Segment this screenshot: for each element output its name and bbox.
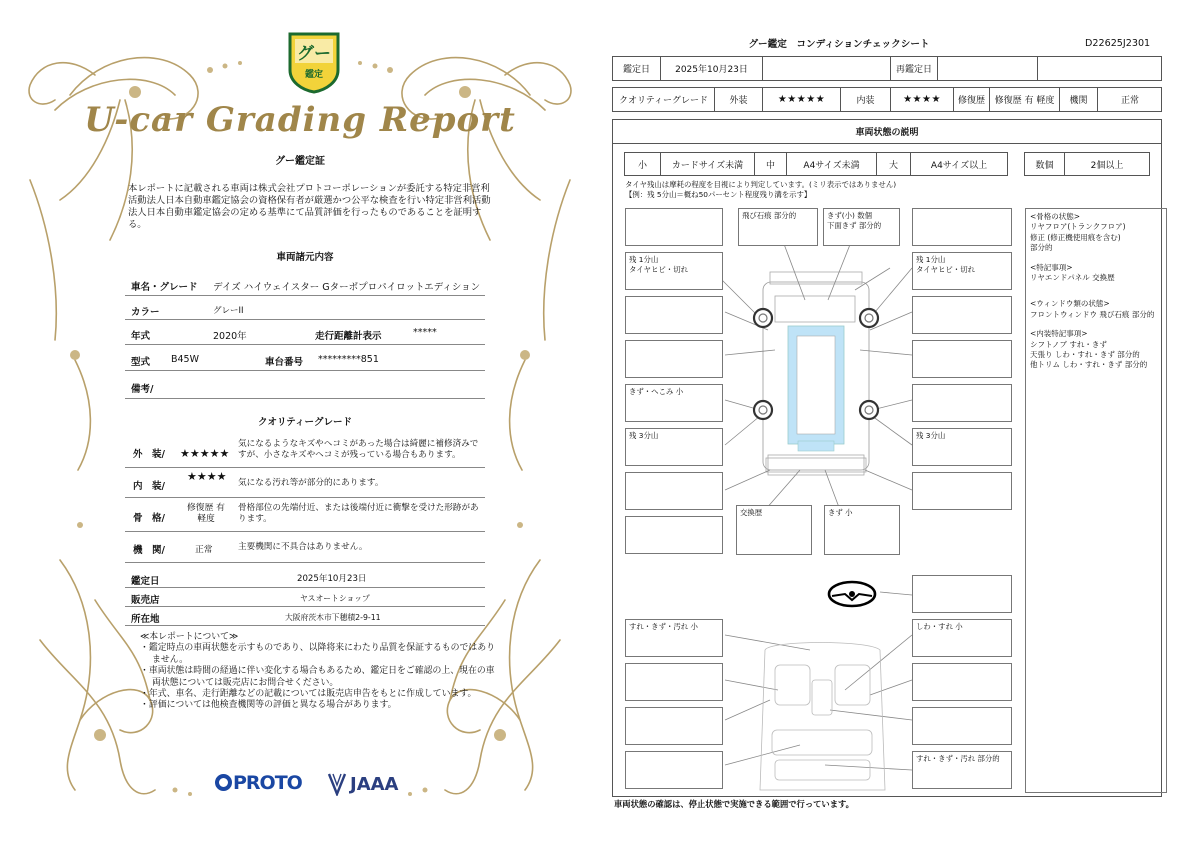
- note-item: ・評価については他検査機関等の評価と異なる場合があります。: [140, 700, 397, 711]
- spec-row-model: [125, 345, 485, 371]
- goo-appraisal-badge: [286, 30, 342, 94]
- name-value: デイズ ハイウェイスター Gターボプロパイロットエディション: [213, 282, 481, 293]
- name-label: 車名・グレード: [131, 282, 198, 293]
- callout-box: [912, 575, 1012, 613]
- shop-row: [125, 588, 485, 607]
- spec-row-color: [125, 296, 485, 320]
- callout-box: [625, 296, 723, 334]
- exterior-label: 外装: [715, 88, 763, 111]
- badge-top-text: グー: [297, 44, 331, 64]
- chassis-label: 車台番号: [265, 357, 304, 368]
- quality-row-interior: [125, 468, 485, 498]
- size-large: 大: [877, 153, 911, 175]
- size-small: 小: [625, 153, 661, 175]
- repair-label: 修復歴: [954, 88, 990, 111]
- interior-diagram: [760, 643, 885, 791]
- callout-bottom-2: きず 小: [824, 505, 900, 555]
- callout-box: [625, 340, 723, 378]
- size-large-desc: A4サイズ以上: [930, 160, 988, 171]
- spec-section-title: 車両諸元内容: [276, 252, 334, 263]
- sheet-title: グー鑑定 コンディションチェックシート: [748, 39, 930, 50]
- exterior-desc: 気になるようなキズやヘコミがあった場合は綺麗に補修済みですが、小さなキズやヘコミが残っている場合もあります。: [238, 439, 479, 460]
- year-value: 2020年: [213, 331, 247, 342]
- condition-legend: [1025, 208, 1167, 793]
- callout-top-1: 飛び石痕 部分的: [738, 208, 818, 246]
- engine-value: 正常: [1120, 96, 1139, 106]
- engine-value: 正常: [195, 545, 213, 555]
- legend-window: [1030, 299, 1162, 320]
- report-heading: U-car Grading Report: [84, 100, 516, 140]
- legend-line: リヤエンドパネル 交換歴: [1030, 272, 1115, 282]
- quality-row-frame: [125, 498, 485, 532]
- condition-check-sheet: [600, 0, 1200, 848]
- legend-frame: [1030, 212, 1162, 253]
- legend-line: シフトノブ すれ・きず: [1030, 339, 1107, 349]
- state-title: 車両状態の説明: [613, 120, 1161, 144]
- frame-label: 骨 格/: [133, 513, 165, 524]
- callout-bottom-1: 交換歴: [736, 505, 812, 555]
- legend-line: 他トリム しわ・すれ・きず 部分的: [1030, 360, 1148, 370]
- exterior-stars: ★★★★★: [180, 447, 230, 460]
- callout-box: [912, 707, 1012, 745]
- count-label: 数個: [1025, 153, 1065, 175]
- certificate-title: グー鑑定証: [275, 156, 325, 167]
- callout-box: [625, 516, 723, 554]
- model-value: B45W: [171, 354, 199, 365]
- callout-box: [912, 384, 1012, 422]
- legend-line: 修正 (修正機使用痕を含む): [1030, 232, 1121, 242]
- year-label: 年式: [131, 331, 151, 342]
- quality-row-engine: [125, 532, 485, 563]
- quality-label: クオリティーグレード: [613, 88, 715, 111]
- callout-interior-left: すれ・きず・汚れ 小: [625, 619, 723, 657]
- callout-right-front-tire: 残 1分山 タイヤヒビ・切れ: [912, 252, 1012, 290]
- legend-line: 部分的: [1030, 242, 1053, 252]
- size-small-desc: カードサイズ未満: [661, 153, 755, 175]
- interior-stars: ★★★★: [891, 88, 954, 111]
- legend-head: <内装特記事項>: [1030, 329, 1088, 339]
- callout-box: [912, 208, 1012, 246]
- legend-interior: [1030, 329, 1162, 370]
- callout-left-mid: きず・へこみ 小: [625, 384, 723, 422]
- proto-mark-icon: [215, 774, 232, 791]
- color-label: カラー: [131, 307, 160, 318]
- address-label: 所在地: [131, 614, 160, 625]
- steering-wheel-icon: [829, 582, 875, 606]
- tire-note-line-1: タイヤ残山は摩耗の程度を目視により判定しています。(ミリ表示ではありません): [625, 180, 897, 189]
- report-notes: [140, 632, 495, 712]
- legend-line: フロントウィンドウ 飛び石痕 部分的: [1030, 309, 1155, 319]
- sheet-footer-note: 車両状態の確認は、停止状態で実施できる範囲で行っています。: [614, 799, 854, 809]
- appraisal-date-value: 2025年10月23日: [297, 574, 367, 584]
- legend-head: <特記事項>: [1030, 262, 1073, 272]
- callout-box: [912, 296, 1012, 334]
- frame-value: 修復歴 有 軽度: [187, 503, 225, 524]
- interior-label: 内装: [841, 88, 891, 111]
- appraisal-date-row: [125, 568, 485, 588]
- frame-desc: 骨格部位の先端付近、または後端付近に衝撃を受けた形跡があります。: [238, 503, 479, 524]
- size-medium-desc: A4サイズ未満: [787, 153, 877, 175]
- certificate-text: 本レポートに記載される車両は株式会社プロトコーポレーションが委託する特定非営利活動法人日本自動車鑑定協会の資格保有者が厳選かつ公平な検査を行い特定非営利活動法人日本自動車鑑定協会の定める基準にて品質評価を行ったものであることを証明する。: [128, 183, 491, 230]
- legend-line: リヤフロア(トランクフロア): [1030, 222, 1126, 232]
- callout-box: [625, 707, 723, 745]
- address-row: [125, 607, 485, 626]
- size-medium: 中: [755, 153, 787, 175]
- tire-note-line-2: 【例：残 5分山＝概ね50パーセント程度残り溝を示す】: [625, 189, 812, 199]
- callout-left-front-tire: 残 1分山 タイヤヒビ・切れ: [625, 252, 723, 290]
- note-item: ・鑑定時点の車両状態を示すものであり、以降将来にわたり品質を保証するものではありません。: [140, 643, 495, 665]
- redate-label: 再鑑定日: [891, 57, 938, 80]
- notes-title: ≪本レポートについて≫: [140, 632, 239, 642]
- proto-logo-text: PROTO: [233, 772, 302, 794]
- chassis-value: *********851: [318, 354, 379, 365]
- shop-value: ヤスオートショップ: [300, 594, 370, 603]
- engine-desc: 主要機関に不具合はありません。: [238, 542, 368, 552]
- legend-head: <ウィンドウ類の状態>: [1030, 299, 1110, 309]
- callout-interior-right: しわ・すれ 小: [912, 619, 1012, 657]
- spec-row-remarks: [125, 371, 485, 399]
- date-value: 2025年10月23日: [661, 57, 763, 80]
- mileage-label: 走行距離計表示: [315, 331, 382, 342]
- jaaa-logo-text: JAAA: [350, 774, 399, 795]
- callout-box: [625, 663, 723, 701]
- callout-box: [625, 208, 723, 246]
- quality-row-exterior: [125, 434, 485, 468]
- engine-label: 機 関/: [133, 545, 165, 556]
- note-item: ・年式、車名、走行距離などの記載については販売店申告をもとに作成しています。: [140, 689, 477, 700]
- model-label: 型式: [131, 357, 151, 368]
- shop-label: 販売店: [131, 595, 160, 606]
- address-value: 大阪府茨木市下穂積2-9-11: [285, 613, 381, 622]
- engine-label: 機関: [1060, 88, 1098, 111]
- interior-label: 内 装/: [133, 481, 165, 492]
- note-item: ・車両状態は時間の経過に伴い変化する場合もあるため、鑑定日をご確認の上、現在の車両状態については販売店にお問合せください。: [140, 666, 495, 688]
- mileage-value: *****: [413, 327, 437, 338]
- remarks-label: 備考/: [131, 384, 154, 395]
- legend-line: 天張り しわ・すれ・きず 部分的: [1030, 349, 1140, 359]
- callout-top-2: きず(小) 数個 下面きず 部分的: [823, 208, 900, 246]
- spec-row-year: [125, 320, 485, 345]
- spec-row-name: [125, 270, 485, 296]
- appraisal-date-label: 鑑定日: [131, 576, 160, 587]
- jaaa-mark-icon: [327, 772, 347, 796]
- interior-stars: ★★★★: [187, 470, 227, 483]
- exterior-label: 外 装/: [133, 449, 165, 460]
- quality-section-title: クオリティーグレード: [257, 417, 353, 428]
- count-desc: 2個以上: [1090, 160, 1124, 171]
- callout-right-rear-tire: 残 3分山: [912, 428, 1012, 466]
- callout-box: [912, 340, 1012, 378]
- date-label: 鑑定日: [613, 57, 661, 80]
- callout-box: [625, 472, 723, 510]
- callout-box: [625, 751, 723, 789]
- sheet-code: D22625J2301: [1085, 38, 1151, 49]
- callout-interior-bottom: すれ・きず・汚れ 部分的: [912, 751, 1012, 789]
- callout-box: [912, 663, 1012, 701]
- callout-left-rear-tire: 残 3分山: [625, 428, 723, 466]
- callout-box: [912, 472, 1012, 510]
- repair-value: 修復歴 有 軽度: [990, 88, 1060, 111]
- badge-bottom-text: 鑑定: [304, 70, 323, 80]
- legend-head: <骨格の状態>: [1030, 212, 1081, 221]
- exterior-stars: ★★★★★: [763, 88, 841, 111]
- interior-desc: 気になる汚れ等が部分的にあります。: [238, 478, 384, 488]
- legend-special: [1030, 263, 1162, 284]
- color-value: グレーII: [213, 306, 244, 316]
- proto-logo: [215, 772, 302, 794]
- footer-logos: [215, 770, 415, 802]
